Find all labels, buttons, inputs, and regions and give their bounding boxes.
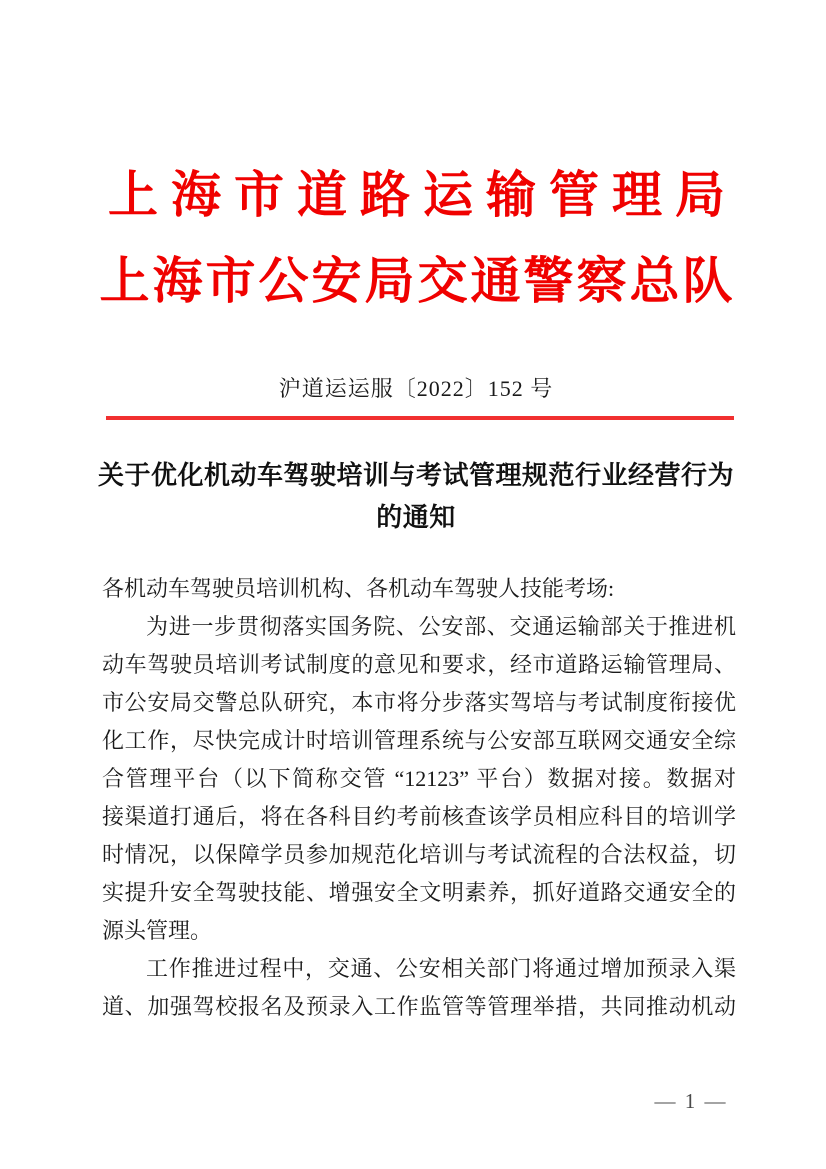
body-line: 动车驾驶员培训考试制度的意见和要求，经市道路运输管理局、 [102, 652, 736, 677]
body-line: 工作推进过程中，交通、公安相关部门将通过增加预录入渠 [146, 956, 736, 981]
body-line: 实提升安全驾驶技能、增强安全文明素养，抓好道路交通安全的 [102, 880, 736, 905]
body-line: 接渠道打通后，将在各科目约考前核查该学员相应科目的培训学 [102, 804, 736, 829]
agency-name-line2: 上海市公安局交通警察总队 [99, 253, 736, 309]
body-line: 源头管理。 [102, 918, 213, 943]
document-body [102, 570, 736, 1026]
document-title [95, 455, 737, 539]
body-line: 道、加强驾校报名及预录入工作监管等管理举措，共同推动机动 [102, 994, 736, 1019]
body-line: 为进一步贯彻落实国务院、公安部、交通运输部关于推进机 [146, 614, 736, 639]
agency-header [95, 152, 737, 324]
body-line: 化工作，尽快完成计时培训管理系统与公安部互联网交通安全综 [102, 728, 736, 753]
agency-name-line1: 上海市道路运输管理局 [108, 167, 738, 223]
body-line: 合管理平台（以下简称交管 “12123” 平台）数据对接。数据对 [102, 766, 736, 791]
salutation: 各机动车驾驶员培训机构、各机动车驾驶人技能考场: [102, 576, 615, 601]
document-title-line2: 的通知 [376, 503, 456, 532]
body-line: 时情况，以保障学员参加规范化培训与考试流程的合法权益，切 [102, 842, 736, 867]
page-number: — 1 — [654, 1089, 728, 1113]
document-number: 沪道运运服〔2022〕152 号 [278, 376, 554, 401]
red-divider-line [106, 416, 734, 420]
body-line: 市公安局交警总队研究，本市将分步落实驾培与考试制度衔接优 [102, 690, 736, 715]
document-title-line1: 关于优化机动车驾驶培训与考试管理规范行业经营行为 [97, 461, 734, 490]
